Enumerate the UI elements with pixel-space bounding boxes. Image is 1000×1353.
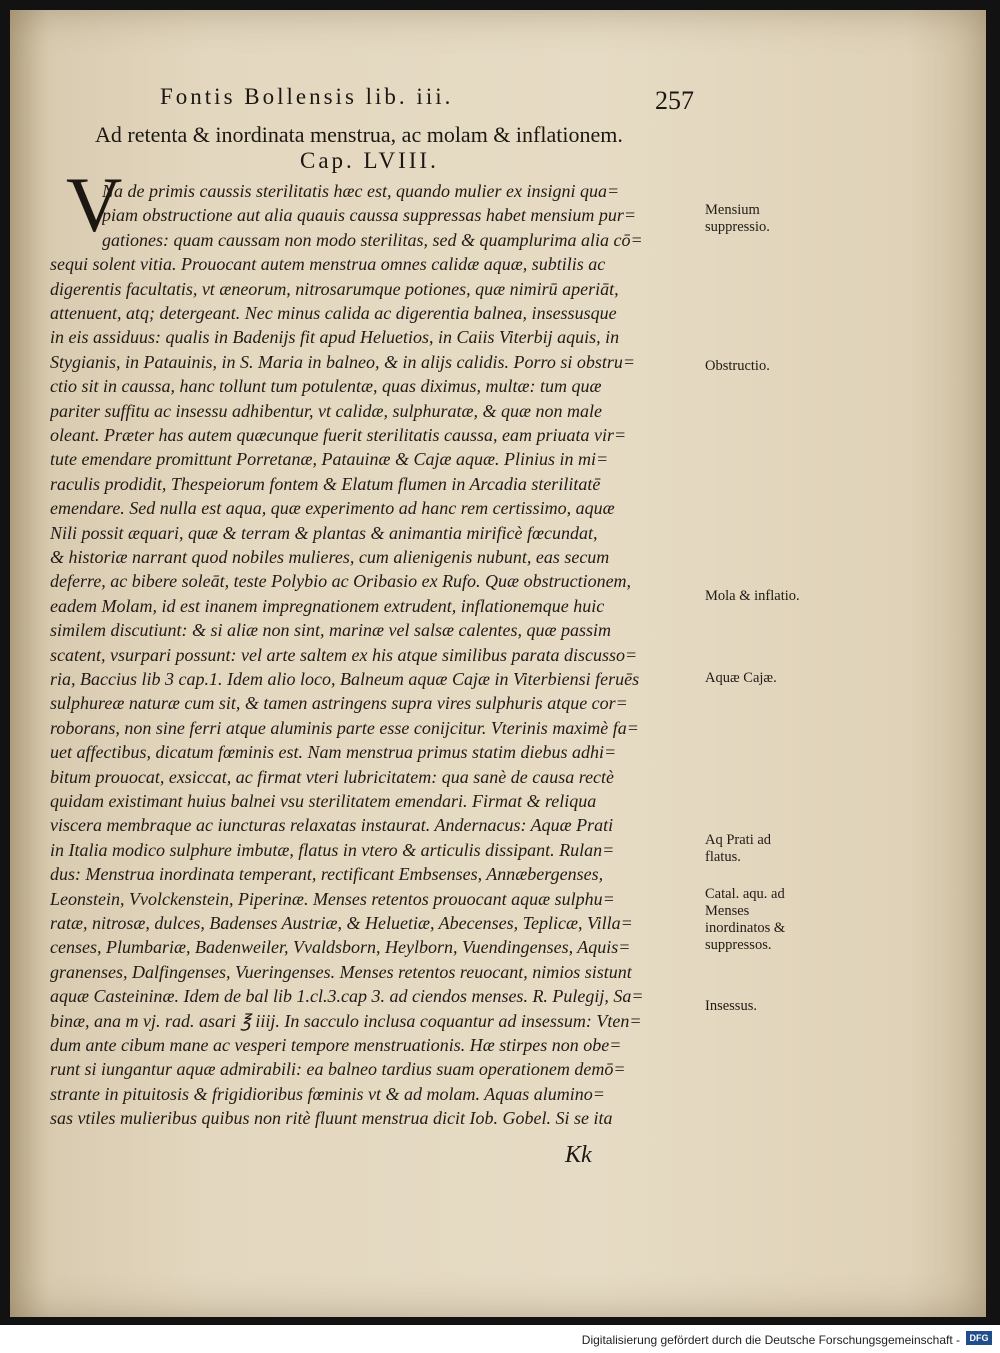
margin-note: Insessus. <box>705 998 757 1014</box>
text-line: attenuent, atq; detergeant. Nec minus calida ac digerentia balnea, insessusque <box>50 303 617 323</box>
text-line: Na de primis caussis sterilitatis hæc est, quando mulier ex insigni qua= <box>102 181 620 201</box>
margin-note: Aq Prati ad flatus. <box>705 832 772 865</box>
text-line: viscera membraque ac iuncturas relaxatas instaurat. Andernacus: Aquæ Prati <box>50 815 614 836</box>
signature-mark: Kk <box>565 1142 592 1168</box>
dfg-logo-icon: DFG <box>966 1331 992 1345</box>
text-line: dus: Menstrua inordinata temperant, rectificant Embsenses, Annæbergenses, <box>50 864 604 885</box>
text-line: aquæ Casteininæ. Idem de bal lib 1.cl.3.cap 3. ad ciendos menses. R. Pulegij, Sa= <box>50 986 644 1007</box>
text-line: uet affectibus, dicatum fœminis est. Nam menstrua primus statim diebus adhi= <box>50 742 617 763</box>
margin-note: Aquæ Cajæ. <box>705 670 777 686</box>
text-line: Stygianis, in Patauinis, in S. Maria in balneo, & in alijs calidis. Porro si obstru= <box>50 351 635 372</box>
text-line: oleant. Præter has autem quæcunque fuerit sterilitatis caussa, eam priuata vir= <box>50 425 627 445</box>
margin-note: Mensium suppressio. <box>705 202 770 235</box>
text-line: piam obstructione aut alia quauis caussa suppressas habet mensium pur= <box>102 205 636 226</box>
text-line: raculis prodidit, Thespeiorum fontem & Elatum flumen in Arcadia sterilitatē <box>50 473 601 494</box>
text-line: ctio sit in caussa, hanc tollunt tum potulentæ, quas diximus, multæ: tum quæ <box>50 376 602 397</box>
text-line: strante in pituitosis & frigidioribus fœminis vt & ad molam. Aquas alumino= <box>50 1083 605 1104</box>
footer-credit: Digitalisierung gefördert durch die Deutsche Forschungsgemeinschaft - <box>581 1333 960 1347</box>
text-line: gationes: quam caussam non modo sterilitas, sed & quamplurima alia cō= <box>102 229 643 250</box>
text-line: ratæ, nitrosæ, dulces, Badenses Austriæ, & Heluetiæ, Abecenses, Teplicæ, Villa= <box>50 913 633 933</box>
text-line: granenses, Dalfingenses, Vueringenses. Menses retentos reuocant, nimios sistunt <box>50 961 632 982</box>
text-line: eadem Molam, id est inanem impregnationem extrudent, inflationemque huic <box>50 595 605 616</box>
text-line: sas vtiles mulieribus quibus non ritè fluunt menstrua dicit Iob. Gobel. Si se ita <box>50 1108 613 1129</box>
drop-cap: V <box>66 161 123 248</box>
margin-note: Catal. aqu. ad Menses inordinatos & suppressos. <box>705 886 786 953</box>
margin-note: Obstructio. <box>705 358 770 374</box>
margin-note: Mola & inflatio. <box>705 588 800 604</box>
text-line: bitum prouocat, exsiccat, ac firmat vteri lubricitatem: qua sanè de causa rectè <box>50 766 615 787</box>
text-line: tute emendare promittunt Porretanæ, Patauinæ & Cajæ aquæ. Plinius in mi= <box>50 449 609 470</box>
text-line: sulphureæ naturæ cum sit, & tamen astringens supra vires sulphuris atque cor= <box>50 693 628 714</box>
text-line: similem discutiunt: & si aliæ non sint, marinæ vel salsæ calentes, quæ passim <box>50 620 612 641</box>
text-line: emendare. Sed nulla est aqua, quæ experimento ad hanc rem certissimo, aquæ <box>50 498 615 519</box>
text-line: Nili possit æquari, quæ & terram & plantas & animantia mirificè fœcundat, <box>50 522 598 543</box>
page-number: 257 <box>655 86 694 115</box>
text-line: ria, Baccius lib 3 cap.1. Idem alio loco, Balneum aquæ Cajæ in Viterbiensi feruēs <box>50 669 640 689</box>
text-line: pariter suffitu ac insessu adhibentur, vt calidæ, sulphuratæ, & quæ non male <box>50 400 603 421</box>
footer-bar <box>0 1325 1000 1353</box>
text-line: binæ, ana m vj. rad. asari ℥ iiij. In sacculo inclusa coquantur ad insessum: Vten= <box>50 1010 642 1031</box>
text-line: in eis assiduus: qualis in Badenijs fit apud Heluetios, in Caiis Viterbij aquis, in <box>50 327 620 348</box>
text-line: roborans, non sine ferri atque aluminis parte esse conijcitur. Vterinis maximè fa= <box>50 717 639 738</box>
text-line: sequi solent vitia. Prouocant autem menstrua omnes calidæ aquæ, subtilis ac <box>50 254 606 275</box>
text-line: scatent, vsurpari possunt: vel arte saltem ex his atque similibus parata discusso= <box>50 644 638 665</box>
chapter-title: Ad retenta & inordinata menstrua, ac molam & inflationem. <box>95 122 623 147</box>
running-head: Fontis Bollensis lib. iii. <box>160 84 454 109</box>
chapter-number: Cap. LVIII. <box>300 148 439 173</box>
text-line: in Italia modico sulphure imbutæ, flatus in vtero & articulis dissipant. Rulan= <box>50 839 615 860</box>
text-line: quidam existimant huius balnei vsu sterilitatem emendari. Firmat & reliqua <box>50 791 597 811</box>
text-line: runt si iungantur aquæ admirabili: ea balneo tardius suam operationem demō= <box>50 1059 626 1080</box>
text-line: dum ante cibum mane ac vesperi tempore menstruationis. Hæ stirpes non obe= <box>50 1035 622 1055</box>
book-page <box>10 10 986 1317</box>
text-line: censes, Plumbariæ, Badenweiler, Vvaldsborn, Heylborn, Vuendingenses, Aquis= <box>50 937 631 958</box>
text-line: & historiæ narrant quod nobiles mulieres, cum alienigenis nubunt, eas secum <box>50 547 610 567</box>
text-line: Leonstein, Vvolckenstein, Piperinæ. Menses retentos prouocant aquæ sulphu= <box>50 888 615 909</box>
text-line: digerentis facultatis, vt æneorum, nitrosarumque potiones, quæ nimirū aperiāt, <box>50 278 619 299</box>
text-line: deferre, ac bibere soleāt, teste Polybio ac Oribasio ex Rufo. Quæ obstructionem, <box>50 571 632 592</box>
